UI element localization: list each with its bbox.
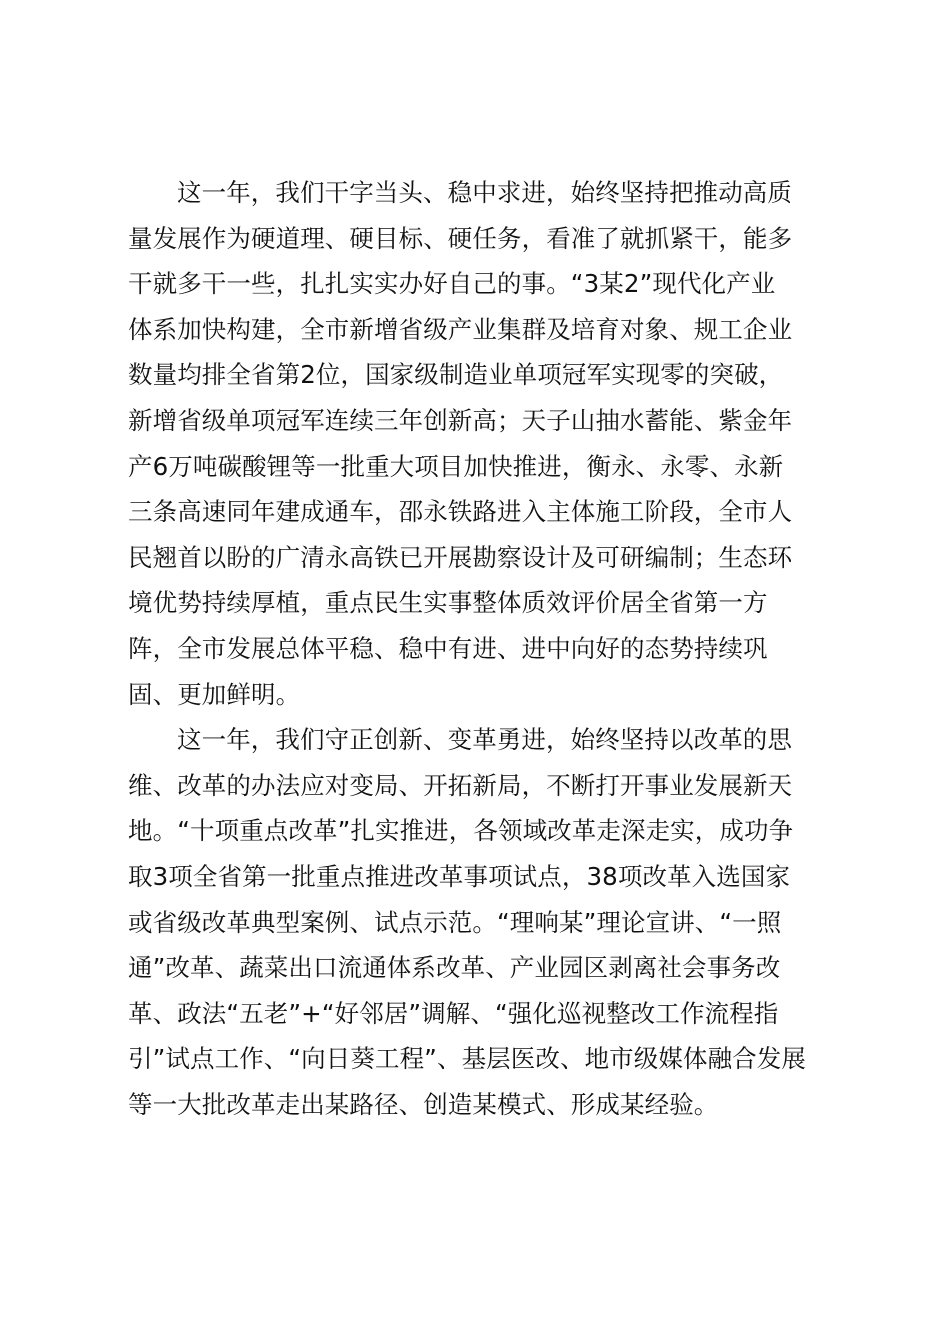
paragraph-line: 革、政法“五老”+“好邻居”调解、“强化巡视整改工作流程指 <box>128 998 779 1028</box>
paragraph-line: 引”试点工作、“向日葵工程”、基层医改、地市级媒体融合发展 <box>128 1044 806 1074</box>
paragraph-line: 三条高速同年建成通车，邵永铁路进入主体施工阶段，全市人 <box>128 497 793 527</box>
paragraph-2 <box>128 717 832 1127</box>
paragraph-line: 产6万吨碳酸锂等一批重大项目加快推进，衡永、永零、永新 <box>128 451 784 481</box>
paragraph-line: 取3项全省第一批重点推进改革事项试点，38项改革入选国家 <box>128 861 791 891</box>
paragraph-line: 等一大批改革走出某路径、创造某模式、形成某经验。 <box>128 1089 719 1119</box>
paragraph-line: 体系加快构建，全市新增省级产业集群及培育对象、规工企业 <box>128 314 793 344</box>
paragraph-line: 地。“十项重点改革”扎实推进，各领域改革走深走实，成功争 <box>128 816 794 846</box>
paragraph-line: 数量均排全省第2位，国家级制造业单项冠军实现零的突破， <box>128 360 784 390</box>
document-body <box>128 170 832 1127</box>
paragraph-line: 通”改革、蔬菜出口流通体系改革、产业园区剥离社会事务改 <box>128 953 781 983</box>
paragraph-line: 这一年，我们干字当头、稳中求进，始终坚持把推动高质 <box>177 178 792 207</box>
paragraph-line: 维、改革的办法应对变局、开拓新局，不断打开事业发展新天 <box>128 770 793 800</box>
paragraph-1 <box>128 170 832 717</box>
paragraph-line: 阵，全市发展总体平稳、稳中有进、进中向好的态势持续巩 <box>128 633 768 663</box>
paragraph-line: 这一年，我们守正创新、变革勇进，始终坚持以改革的思 <box>177 725 792 755</box>
paragraph-line: 境优势持续厚植，重点民生实事整体质效评价居全省第一方 <box>128 588 768 618</box>
paragraph-line: 干就多干一些，扎扎实实办好自己的事。“3某2”现代化产业 <box>128 269 776 299</box>
paragraph-line: 量发展作为硬道理、硬目标、硬任务，看准了就抓紧干，能多 <box>128 223 793 253</box>
paragraph-line: 新增省级单项冠军连续三年创新高；天子山抽水蓄能、紫金年 <box>128 405 793 435</box>
paragraph-line: 固、更加鲜明。 <box>128 679 301 709</box>
paragraph-line: 或省级改革典型案例、试点示范。“理响某”理论宣讲、“一照 <box>128 907 782 937</box>
paragraph-line: 民翘首以盼的广清永高铁已开展勘察设计及可研编制；生态环 <box>128 542 793 572</box>
